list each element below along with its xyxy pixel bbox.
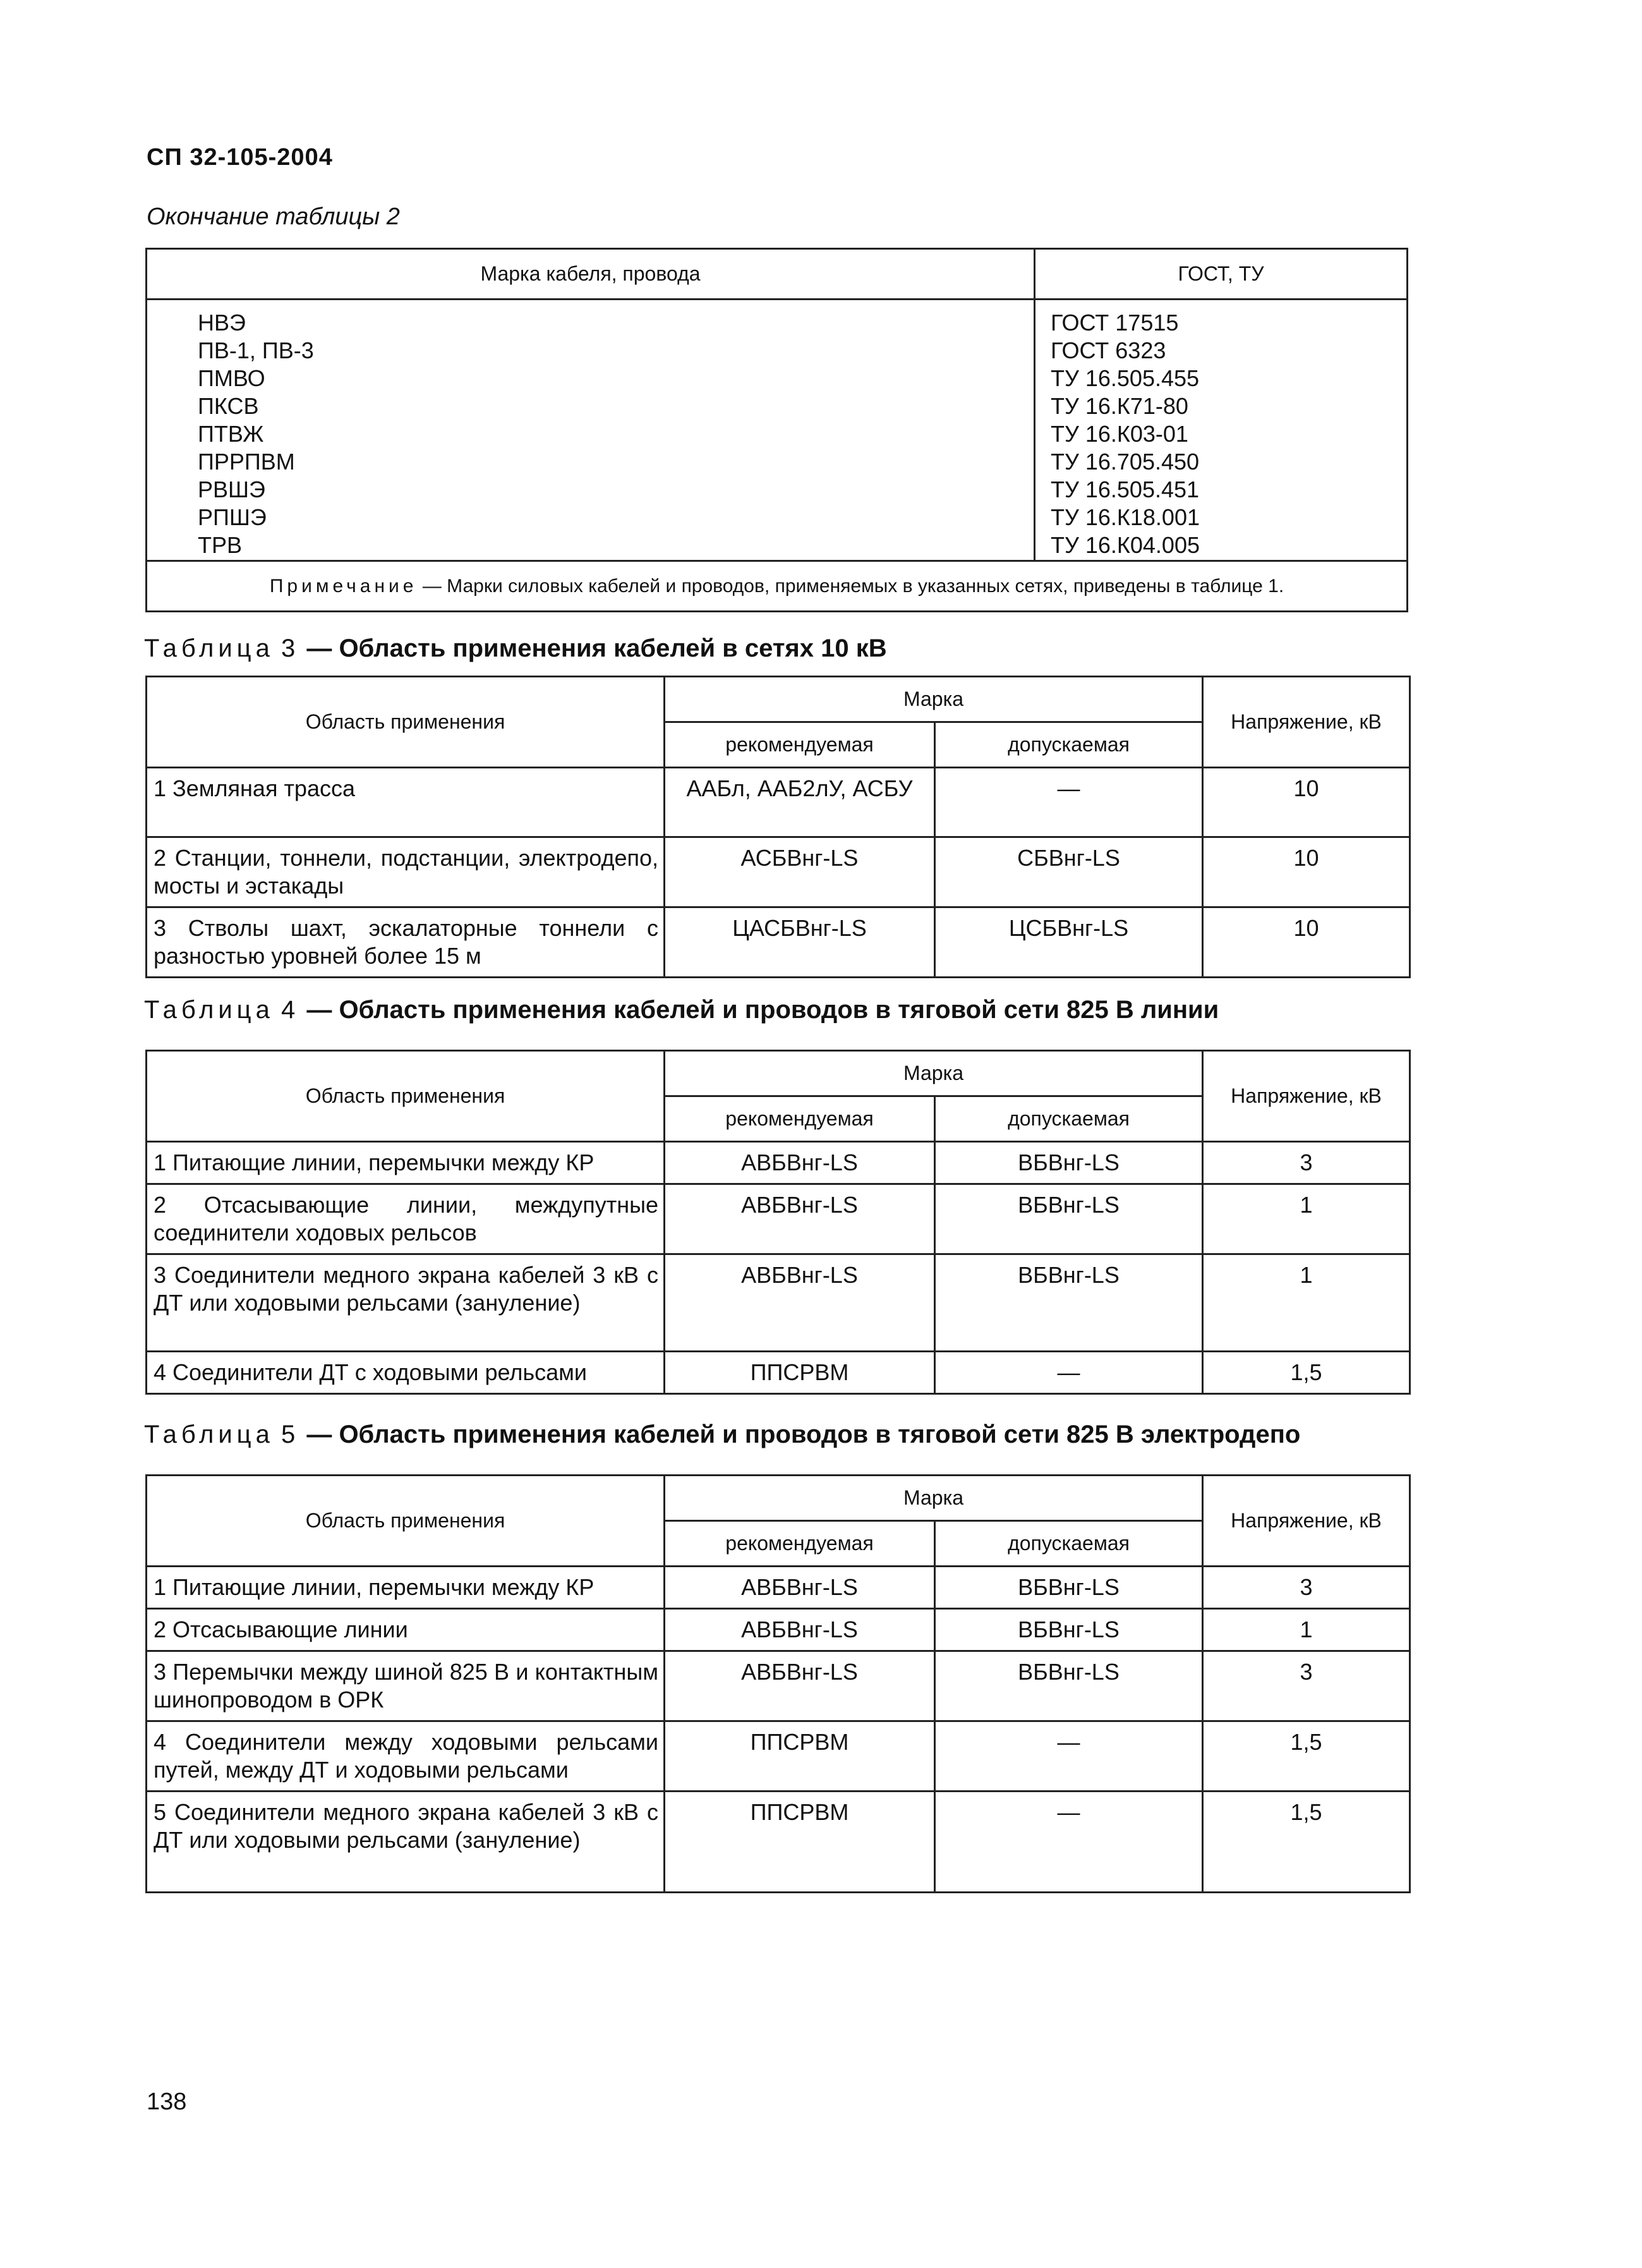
table-3	[145, 676, 1411, 978]
list-item: ТУ 16.К03-01	[1051, 421, 1188, 447]
recommended-cell: ППСРВМ	[665, 1721, 935, 1792]
area-cell: 3 Перемычки между шиной 825 В и контактным шинопроводом в ОРК	[147, 1651, 665, 1721]
table-2	[145, 248, 1408, 612]
table-row	[147, 1142, 1410, 1184]
table-row	[147, 1352, 1410, 1394]
table-3-caption	[144, 634, 887, 663]
column-header-brand: Марка	[665, 677, 1203, 722]
column-header-standard: ГОСТ, ТУ	[1035, 249, 1408, 300]
list-item: РВШЭ	[198, 476, 265, 502]
table-row	[147, 1184, 1410, 1254]
list-item: НВЭ	[198, 310, 246, 336]
note-text: — Марки силовых кабелей и проводов, применяемых в указанных сетях, приведены в таблице 1.	[417, 575, 1284, 597]
voltage-cell: 3	[1203, 1567, 1410, 1609]
table-4-caption	[144, 996, 1219, 1024]
column-header-voltage: Напряжение, кВ	[1203, 1476, 1410, 1567]
allowed-cell: —	[935, 768, 1203, 837]
table-number: 5	[281, 1421, 300, 1448]
table-title: — Область применения кабелей и проводов в тяговой сети 825 В электродепо	[299, 1421, 1301, 1448]
column-header-area: Область применения	[147, 677, 665, 768]
voltage-cell: 1	[1203, 1254, 1410, 1352]
list-item: ТУ 16.705.450	[1051, 449, 1200, 475]
table-row	[147, 1721, 1410, 1792]
column-header-brand: Марка	[665, 1476, 1203, 1521]
area-cell: 2 Отсасывающие линии, междупутные соединители ходовых рельсов	[147, 1184, 665, 1254]
area-cell: 4 Соединители ДТ с ходовыми рельсами	[147, 1352, 665, 1394]
list-item: ТУ 16.К71-80	[1051, 393, 1188, 419]
recommended-cell: АСБВнг-LS	[665, 837, 935, 907]
list-item: ПВ-1, ПВ-3	[198, 337, 314, 363]
voltage-cell: 10	[1203, 768, 1410, 837]
table-note	[147, 561, 1408, 612]
area-cell: 2 Станции, тоннели, подстанции, электродепо, мосты и эстакады	[147, 837, 665, 907]
voltage-cell: 3	[1203, 1651, 1410, 1721]
table-row	[147, 1792, 1410, 1893]
area-cell: 5 Соединители медного экрана кабелей 3 кВ с ДТ или ходовыми рельсами (зануление)	[147, 1792, 665, 1893]
recommended-cell: ППСРВМ	[665, 1352, 935, 1394]
list-item: ГОСТ 6323	[1051, 337, 1166, 363]
recommended-cell: ППСРВМ	[665, 1792, 935, 1893]
recommended-cell: АВБВнг-LS	[665, 1142, 935, 1184]
column-header-allowed: допускаемая	[935, 722, 1203, 768]
allowed-cell: ВБВнг-LS	[935, 1567, 1203, 1609]
table-row	[147, 837, 1410, 907]
area-cell: 3 Стволы шахт, эскалаторные тоннели с разностью уровней более 15 м	[147, 907, 665, 978]
column-header-allowed: допускаемая	[935, 1096, 1203, 1142]
list-item: ТРВ	[198, 532, 243, 558]
allowed-cell: ВБВнг-LS	[935, 1142, 1203, 1184]
brand-list	[147, 300, 1035, 561]
list-item: ТУ 16.К04.005	[1051, 532, 1200, 558]
list-item: ГОСТ 17515	[1051, 310, 1179, 336]
column-header-recommended: рекомендуемая	[665, 1096, 935, 1142]
table-row	[147, 1567, 1410, 1609]
table-row	[147, 768, 1410, 837]
table-row	[147, 1651, 1410, 1721]
recommended-cell: АВБВнг-LS	[665, 1567, 935, 1609]
voltage-cell: 1	[1203, 1609, 1410, 1651]
allowed-cell: —	[935, 1352, 1203, 1394]
recommended-cell: ЦАСБВнг-LS	[665, 907, 935, 978]
list-item: ПКСВ	[198, 393, 259, 419]
list-item: ПРРПВМ	[198, 449, 295, 475]
column-header-area: Область применения	[147, 1051, 665, 1142]
table-label: Таблица	[144, 634, 274, 662]
standard-list	[1035, 300, 1408, 561]
column-header-voltage: Напряжение, кВ	[1203, 677, 1410, 768]
voltage-cell: 10	[1203, 907, 1410, 978]
document-code: СП 32-105-2004	[147, 144, 333, 171]
table-4	[145, 1050, 1411, 1395]
column-header-recommended: рекомендуемая	[665, 1521, 935, 1567]
table-label: Таблица	[144, 996, 274, 1024]
list-item: ТУ 16.К18.001	[1051, 504, 1200, 530]
area-cell: 4 Соединители между ходовыми рельсами путей, между ДТ и ходовыми рельсами	[147, 1721, 665, 1792]
area-cell: 1 Земляная трасса	[147, 768, 665, 837]
allowed-cell: —	[935, 1721, 1203, 1792]
voltage-cell: 1	[1203, 1184, 1410, 1254]
allowed-cell: ВБВнг-LS	[935, 1651, 1203, 1721]
area-cell: 2 Отсасывающие линии	[147, 1609, 665, 1651]
note-label: Примечание	[269, 575, 418, 597]
table-5	[145, 1474, 1411, 1893]
list-item: РПШЭ	[198, 504, 267, 530]
recommended-cell: АВБВнг-LS	[665, 1184, 935, 1254]
column-header-brand: Марка кабеля, провода	[147, 249, 1035, 300]
list-item: ПМВО	[198, 365, 265, 391]
table-title: — Область применения кабелей и проводов в тяговой сети 825 В линии	[299, 996, 1219, 1024]
recommended-cell: АВБВнг-LS	[665, 1254, 935, 1352]
table-number: 3	[281, 634, 300, 662]
voltage-cell: 1,5	[1203, 1792, 1410, 1893]
recommended-cell: ААБл, ААБ2лУ, АСБУ	[665, 768, 935, 837]
voltage-cell: 1,5	[1203, 1352, 1410, 1394]
table-title: — Область применения кабелей в сетях 10 кВ	[299, 634, 887, 662]
column-header-allowed: допускаемая	[935, 1521, 1203, 1567]
column-header-brand: Марка	[665, 1051, 1203, 1096]
table-row	[147, 907, 1410, 978]
recommended-cell: АВБВнг-LS	[665, 1651, 935, 1721]
table-continuation-caption: Окончание таблицы 2	[147, 203, 400, 230]
table-row	[147, 1609, 1410, 1651]
area-cell: 1 Питающие линии, перемычки между КР	[147, 1567, 665, 1609]
list-item: ТУ 16.505.455	[1051, 365, 1200, 391]
recommended-cell: АВБВнг-LS	[665, 1609, 935, 1651]
allowed-cell: —	[935, 1792, 1203, 1893]
area-cell: 1 Питающие линии, перемычки между КР	[147, 1142, 665, 1184]
table-row	[147, 1254, 1410, 1352]
allowed-cell: ЦСБВнг-LS	[935, 907, 1203, 978]
table-number: 4	[281, 996, 300, 1024]
table-label: Таблица	[144, 1421, 274, 1448]
column-header-area: Область применения	[147, 1476, 665, 1567]
allowed-cell: ВБВнг-LS	[935, 1609, 1203, 1651]
column-header-voltage: Напряжение, кВ	[1203, 1051, 1410, 1142]
allowed-cell: ВБВнг-LS	[935, 1254, 1203, 1352]
list-item: ТУ 16.505.451	[1051, 476, 1200, 502]
page-number: 138	[147, 2089, 187, 2115]
voltage-cell: 10	[1203, 837, 1410, 907]
area-cell: 3 Соединители медного экрана кабелей 3 кВ с ДТ или ходовыми рельсами (зануление)	[147, 1254, 665, 1352]
voltage-cell: 1,5	[1203, 1721, 1410, 1792]
list-item: ПТВЖ	[198, 421, 264, 447]
allowed-cell: ВБВнг-LS	[935, 1184, 1203, 1254]
voltage-cell: 3	[1203, 1142, 1410, 1184]
table-5-caption	[144, 1421, 1300, 1449]
allowed-cell: СБВнг-LS	[935, 837, 1203, 907]
column-header-recommended: рекомендуемая	[665, 722, 935, 768]
